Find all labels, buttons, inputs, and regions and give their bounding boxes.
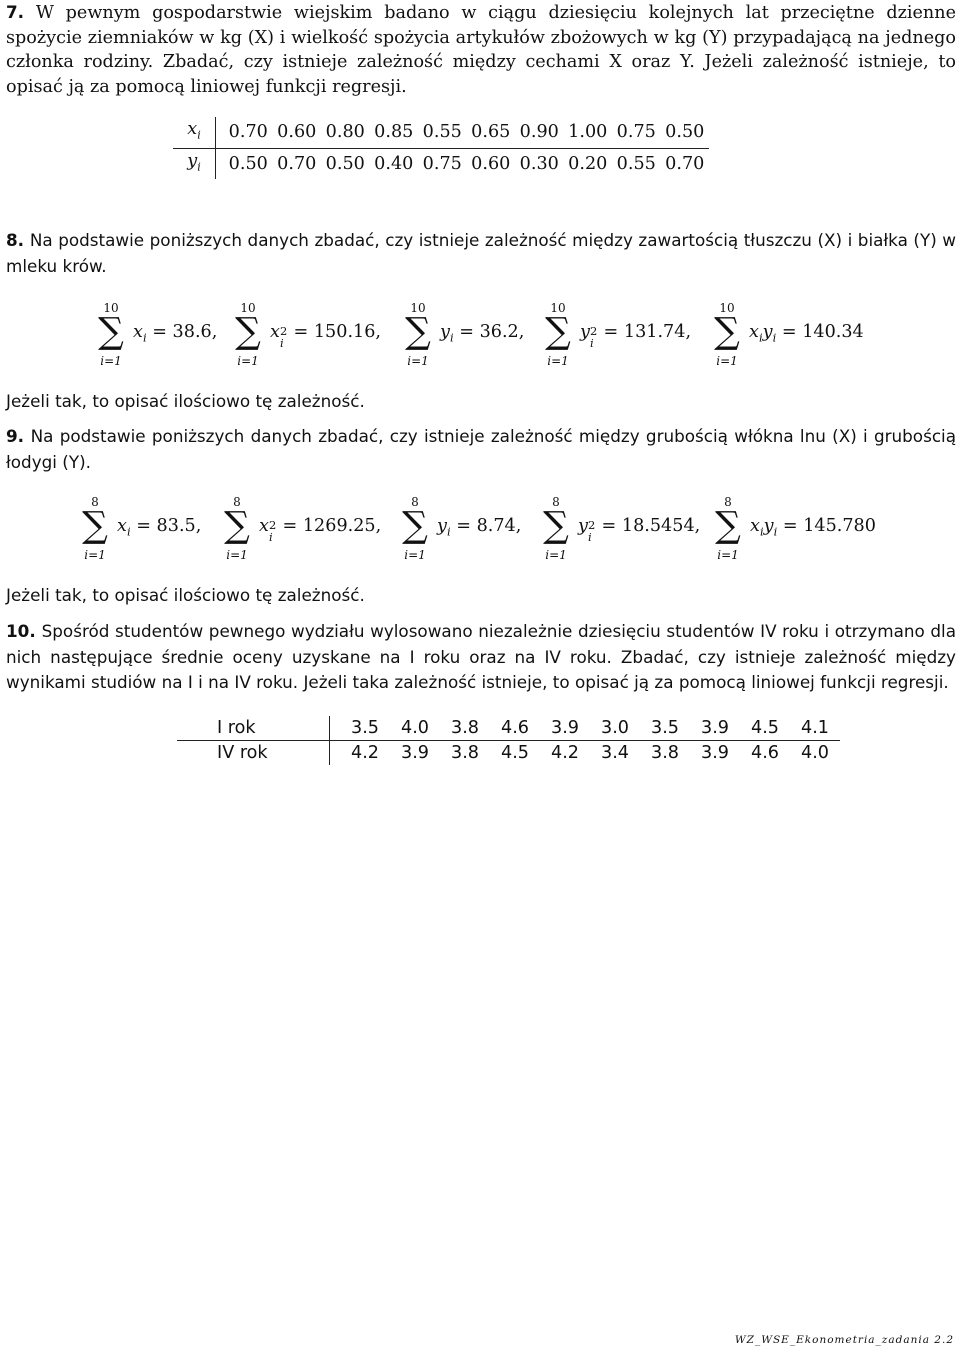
x-value: 0.75 (612, 117, 661, 148)
y-value: 0.40 (374, 153, 414, 174)
sigma-icon: ∑ (224, 505, 250, 546)
x-value: 0.50 (661, 117, 710, 148)
task-10-table (177, 716, 840, 765)
x-value: 0.60 (273, 117, 322, 148)
task-8-text: Na podstawie poniższych danych zbadać, czy istnieje zależność między zawartością tłuszczu (X) i białka (Y) w mleku krów. (6, 230, 957, 276)
row-label-x: $x_i$ (173, 117, 216, 148)
x-value: 0.80 (321, 117, 370, 148)
task-9 (6, 424, 956, 475)
iv-rok-value: 4.6 (751, 743, 779, 763)
x-value: 0.70 (216, 117, 273, 148)
y-value: 0.50 (325, 153, 365, 174)
row-label-y: $y_i$ (173, 148, 216, 179)
y-value: 0.70 (665, 153, 705, 174)
y-value: 0.75 (422, 153, 462, 174)
sigma-icon: ∑ (543, 505, 569, 546)
iv-rok-value: 3.4 (601, 743, 629, 763)
iv-rok-value: 4.2 (351, 743, 379, 763)
table-row-i-rok (177, 716, 840, 741)
iv-rok-value: 3.9 (701, 743, 729, 763)
sigma-icon: ∑ (82, 505, 108, 546)
i-rok-value: 3.9 (540, 716, 590, 741)
y-value: 0.30 (519, 153, 559, 174)
iv-rok-value: 4.5 (501, 743, 529, 763)
iv-rok-value: 3.9 (401, 743, 429, 763)
i-rok-value: 3.5 (330, 716, 391, 741)
i-rok-value: 3.8 (440, 716, 490, 741)
iv-rok-value: 3.8 (451, 743, 479, 763)
table-row-iv-rok (177, 741, 840, 766)
sigma-icon: ∑ (405, 311, 431, 352)
i-rok-value: 4.1 (790, 716, 840, 741)
task-8-followup: Jeżeli tak, to opisać ilościowo tę zależność. (6, 391, 365, 411)
task-8 (6, 228, 956, 279)
i-rok-value: 4.5 (740, 716, 790, 741)
y-value: 0.50 (228, 153, 268, 174)
x-value: 0.90 (515, 117, 564, 148)
task-8-sums: 10 ∑ i=1 $x_i = 38.6$, 10 ∑ i=1 x 2 i = 150.16, 10 ∑ i=1 $y_i = 36.2$, 10 ∑ i=1 y 2 i = 131.74, 10 ∑ i=1 $x_iy_i = 140.34$ (0, 302, 960, 372)
y-value: 0.55 (616, 153, 656, 174)
x-value: 0.85 (370, 117, 419, 148)
y-value: 0.20 (568, 153, 608, 174)
task-7-number: 7. (6, 2, 25, 22)
sigma-icon: ∑ (402, 505, 428, 546)
sigma-icon: ∑ (235, 311, 261, 352)
sigma-icon: ∑ (715, 505, 741, 546)
row-label-i-rok: I rok (177, 716, 330, 741)
x-value: 0.65 (467, 117, 516, 148)
iv-rok-value: 4.0 (801, 743, 829, 763)
task-9-followup: Jeżeli tak, to opisać ilościowo tę zależność. (6, 585, 365, 605)
task-9-text: Na podstawie poniższych danych zbadać, czy istnieje zależność między grubością włókna lnu (X) i grubością łodygi (Y). (6, 426, 956, 472)
page-footer: WZ_WSE_Ekonometria_zadania 2.2 (734, 1334, 954, 1346)
task-8-number: 8. (6, 230, 25, 250)
i-rok-value: 4.6 (490, 716, 540, 741)
iv-rok-value: 3.8 (651, 743, 679, 763)
table-row-y (173, 148, 709, 179)
sigma-icon: ∑ (545, 311, 571, 352)
x-value: 0.55 (418, 117, 467, 148)
sigma-icon: ∑ (98, 311, 124, 352)
x-value: 1.00 (564, 117, 613, 148)
i-rok-value: 3.5 (640, 716, 690, 741)
i-rok-value: 3.0 (590, 716, 640, 741)
i-rok-value: 3.9 (690, 716, 740, 741)
task-10-number: 10. (6, 621, 36, 641)
iv-rok-value: 4.2 (551, 743, 579, 763)
task-10 (6, 619, 956, 696)
sigma-icon: ∑ (714, 311, 740, 352)
y-value: 0.70 (277, 153, 317, 174)
row-label-iv-rok: IV rok (177, 741, 330, 766)
table-row-x (173, 117, 709, 148)
task-7-table (173, 117, 709, 179)
i-rok-value: 4.0 (390, 716, 440, 741)
task-7 (6, 0, 956, 99)
task-10-text: Spośród studentów pewnego wydziału wylosowano niezależnie dziesięciu studentów IV roku i otrzymano dla nich następujące średnie oceny uzyskane na I roku oraz na IV roku. Zbadać, czy istnieje zależność między wynikami studiów na I i na IV roku. Jeżeli taka zależność istnieje, to opisać ją za pomocą liniowej funkcji regresji. (6, 621, 956, 692)
task-9-sums: 8 ∑ i=1 $x_i = 83.5$, 8 ∑ i=1 x 2 i = 1269.25, 8 ∑ i=1 $y_i = 8.74$, 8 ∑ i=1 y 2 i = 18.5454, 8 ∑ i=1 $x_iy_i = 145.780$ (0, 496, 960, 566)
task-7-text: W pewnym gospodarstwie wiejskim badano w ciągu dziesięciu kolejnych lat przeciętne dzienne spożycie ziemniaków w kg (X) i wielkość spożycia artykułów zbożowych w kg (Y) przypadającą na jednego członka rodziny. Zbadać, czy istnieje zależność między cechami X oraz Y. Jeżeli zależność istnieje, to opisać ją za pomocą liniowej funkcji regresji. (6, 3, 956, 97)
y-value: 0.60 (471, 153, 511, 174)
task-9-number: 9. (6, 426, 25, 446)
